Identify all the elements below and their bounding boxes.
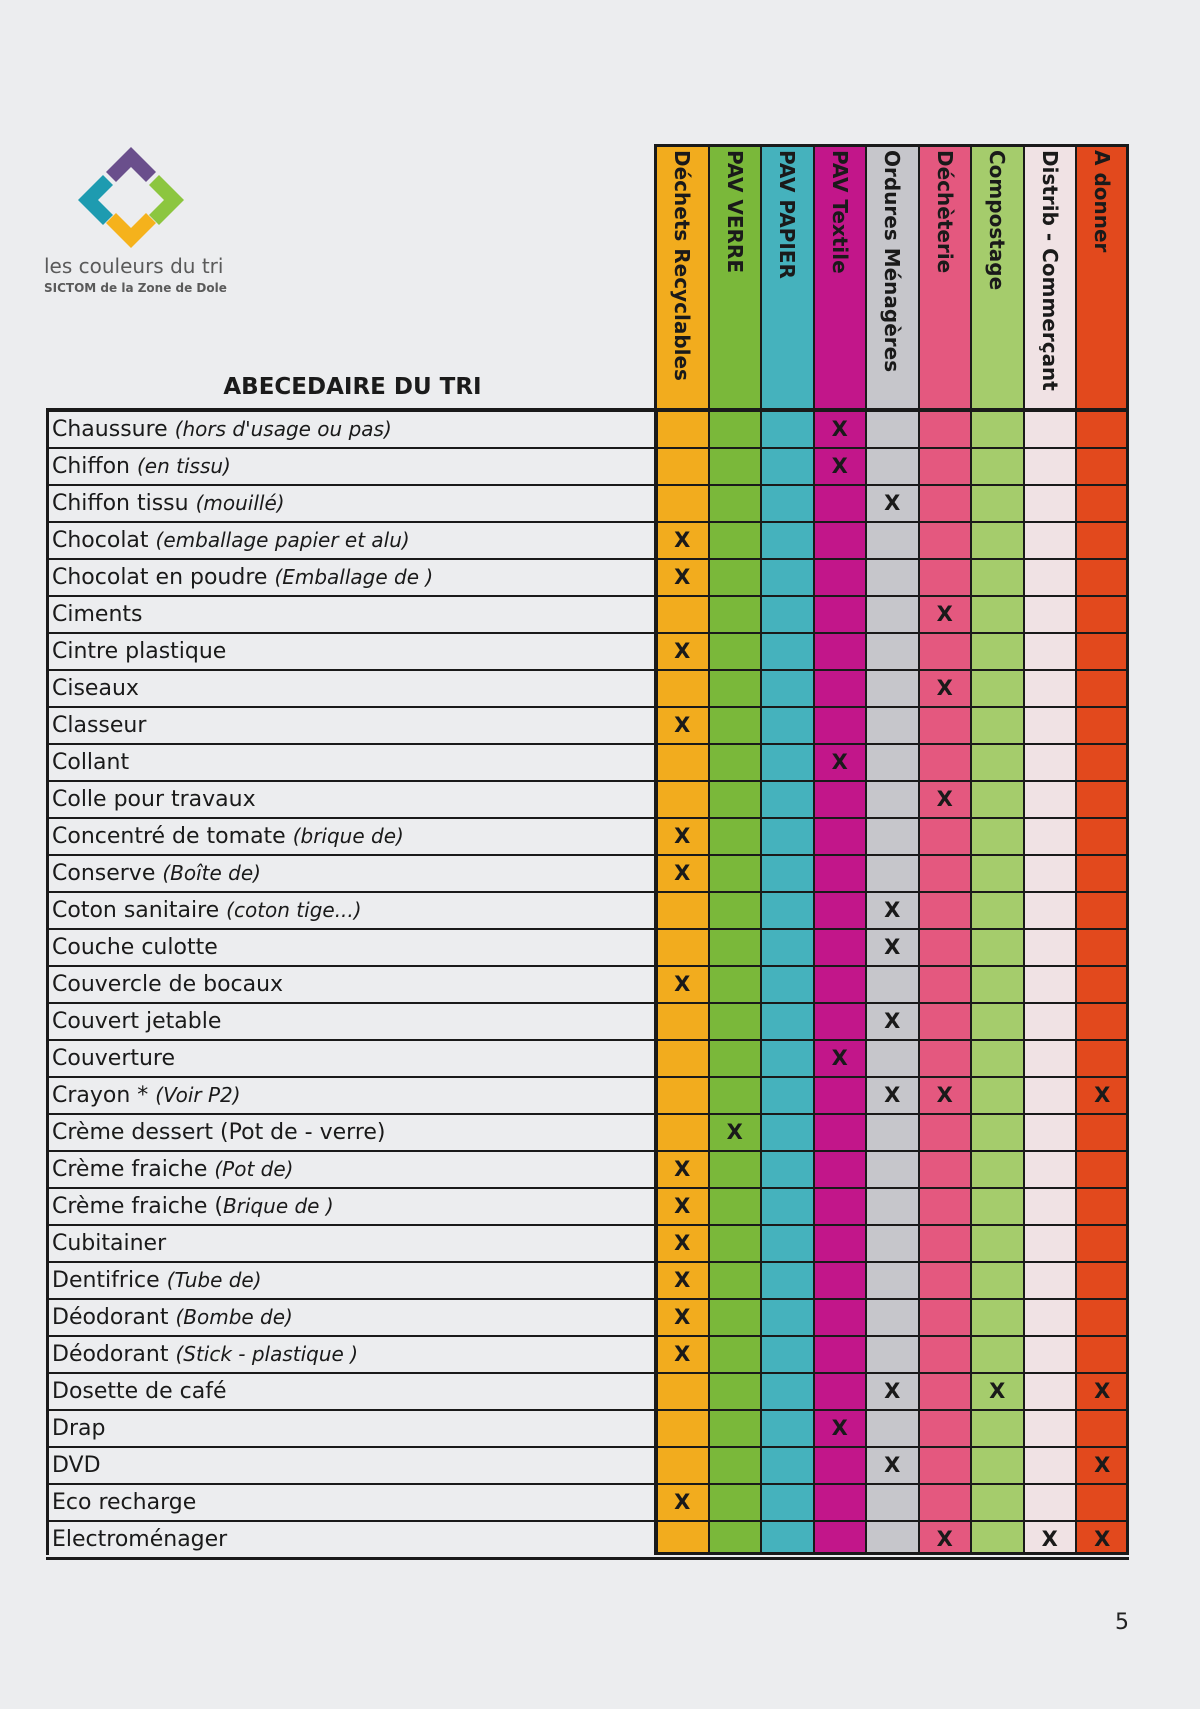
column-divider	[1023, 144, 1025, 1555]
table-row	[52, 1225, 166, 1262]
mark-x: X	[1094, 1083, 1111, 1107]
row-label: Concentré de tomate	[52, 824, 293, 849]
table-row	[52, 966, 283, 1003]
row-label: Drap	[52, 1416, 106, 1441]
row-label: Colle pour travaux	[52, 787, 256, 812]
page-number: 5	[1115, 1610, 1129, 1635]
table-row	[52, 1262, 262, 1299]
mark-x: X	[884, 1453, 901, 1477]
table-row	[52, 892, 362, 929]
row-divider	[46, 1224, 1129, 1226]
table-row	[52, 1484, 196, 1521]
table-row	[52, 1077, 241, 1114]
row-label: Couche culotte	[52, 935, 218, 960]
row-label: Classeur	[52, 713, 147, 738]
table-row	[52, 1151, 293, 1188]
mark-x: X	[831, 1416, 848, 1440]
row-note: (Tube de)	[166, 1268, 262, 1292]
mark-x: X	[674, 824, 691, 848]
mark-x: X	[884, 1083, 901, 1107]
column-header	[919, 150, 972, 402]
column-header	[814, 150, 867, 402]
row-label: Déodorant	[52, 1305, 176, 1330]
column-header	[866, 150, 919, 402]
table-row	[52, 1188, 334, 1225]
mark-x: X	[674, 861, 691, 885]
row-label: Couvercle de bocaux	[52, 972, 284, 997]
mark-x: X	[1094, 1527, 1111, 1551]
mark-x: X	[674, 972, 691, 996]
mark-x: X	[936, 787, 953, 811]
mark-x: X	[884, 1009, 901, 1033]
table-row	[52, 1447, 101, 1484]
table-left-border	[46, 408, 49, 1555]
row-label: Crème dessert (Pot de - verre)	[52, 1120, 386, 1145]
row-note: (Voir P2)	[155, 1083, 241, 1107]
row-label: Coton sanitaire	[52, 898, 227, 923]
mark-x: X	[674, 1194, 691, 1218]
row-label: Couvert jetable	[52, 1009, 222, 1034]
column-header-label: Ordures Ménagères	[880, 150, 905, 373]
mark-x: X	[831, 454, 848, 478]
row-label: Collant	[52, 750, 130, 775]
column-divider	[1075, 144, 1077, 1555]
table-row	[52, 818, 404, 855]
mark-x: X	[674, 1490, 691, 1514]
table-row	[52, 522, 410, 559]
mark-x: X	[884, 935, 901, 959]
mark-x: X	[1094, 1453, 1111, 1477]
row-label: Conserve	[52, 861, 163, 886]
row-label: Chiffon	[52, 454, 137, 479]
column-divider	[918, 144, 920, 1555]
row-note: (Bombe de)	[175, 1305, 293, 1329]
row-label: Chiffon tissu	[52, 491, 196, 516]
mark-x: X	[989, 1379, 1006, 1403]
mark-x: X	[884, 1379, 901, 1403]
table-row	[52, 1410, 105, 1447]
column-divider	[970, 144, 972, 1555]
mark-x: X	[674, 1231, 691, 1255]
mark-x: X	[674, 565, 691, 589]
row-note: (mouillé)	[195, 491, 285, 515]
table-row	[52, 855, 261, 892]
row-label: Ciseaux	[52, 676, 139, 701]
table-row	[52, 633, 226, 670]
row-label: Dosette de café	[52, 1379, 227, 1404]
mark-x: X	[936, 676, 953, 700]
mark-x: X	[674, 713, 691, 737]
column-header-label: Déchets Recyclables	[670, 150, 695, 381]
mark-x: X	[674, 1342, 691, 1366]
mark-x: X	[936, 1527, 953, 1551]
table-row	[52, 929, 218, 966]
mark-x: X	[674, 1305, 691, 1329]
mark-x: X	[936, 602, 953, 626]
column-header-label: PAV PAPIER	[775, 150, 800, 279]
mark-x: X	[831, 1046, 848, 1070]
mark-x: X	[674, 528, 691, 552]
row-note: Brique de )	[222, 1194, 334, 1218]
logo-tagline: les couleurs du tri	[44, 254, 224, 278]
mark-x: X	[674, 1157, 691, 1181]
row-label: Cintre plastique	[52, 639, 227, 664]
row-note: (coton tige...)	[226, 898, 362, 922]
table-row	[52, 1373, 227, 1410]
row-label: Chaussure	[52, 417, 175, 442]
row-divider	[46, 1446, 1129, 1448]
row-label: Cubitainer	[52, 1231, 167, 1256]
column-header-label: Compostage	[985, 150, 1010, 291]
column-header	[1024, 150, 1077, 402]
mark-x: X	[1041, 1527, 1058, 1551]
column-header-label: Déchèterie	[932, 150, 957, 274]
row-divider	[46, 1483, 1129, 1485]
column-header	[1076, 150, 1129, 402]
sictom-logo-icon	[76, 145, 186, 250]
page-title: ABECEDAIRE DU TRI	[223, 374, 482, 400]
row-label: DVD	[52, 1453, 101, 1478]
row-label: Electroménager	[52, 1527, 228, 1552]
row-note: (emballage papier et alu)	[155, 528, 410, 552]
row-label: Ciments	[52, 602, 143, 627]
column-header-label: A donner	[1090, 150, 1115, 253]
mark-x: X	[674, 1268, 691, 1292]
column-header-label: PAV VERRE	[722, 150, 747, 273]
row-label: Eco recharge	[52, 1490, 197, 1515]
row-note: (Stick - plastique )	[175, 1342, 359, 1366]
mark-x: X	[1094, 1379, 1111, 1403]
mark-x: X	[884, 491, 901, 515]
table-row	[52, 1299, 293, 1336]
column-divider	[865, 144, 867, 1555]
row-divider	[46, 1409, 1129, 1411]
row-divider	[46, 1039, 1129, 1041]
mark-x: X	[726, 1120, 743, 1144]
table-row	[52, 485, 285, 522]
column-header-label: PAV Textile	[827, 150, 852, 274]
row-divider	[46, 743, 1129, 745]
column-header-label: Distrib - Commerçant	[1037, 150, 1062, 391]
mark-x: X	[936, 1083, 953, 1107]
row-label: Chocolat	[52, 528, 156, 553]
row-label: Crème fraiche (	[52, 1194, 223, 1219]
column-header	[656, 150, 709, 402]
column-divider	[760, 144, 762, 1555]
row-note: (hors d'usage ou pas)	[174, 417, 392, 441]
table-row	[52, 596, 142, 633]
row-divider	[46, 1557, 1129, 1560]
table-row	[52, 1521, 227, 1558]
column-header	[761, 150, 814, 402]
table-row	[52, 1336, 358, 1373]
table-row	[52, 744, 129, 781]
row-note: (Boîte de)	[162, 861, 261, 885]
column-divider	[813, 144, 815, 1555]
table-row	[52, 1114, 386, 1151]
row-label: Dentifrice	[52, 1268, 167, 1293]
column-header	[709, 150, 762, 402]
mark-x: X	[674, 639, 691, 663]
row-note: (en tissu)	[136, 454, 231, 478]
mark-x: X	[831, 750, 848, 774]
column-header	[971, 150, 1024, 402]
row-label: Crème fraiche	[52, 1157, 215, 1182]
row-label: Couverture	[52, 1046, 176, 1071]
row-note: (brique de)	[292, 824, 404, 848]
table-row	[52, 1040, 175, 1077]
row-label: Chocolat en poudre	[52, 565, 275, 590]
row-divider	[46, 706, 1129, 708]
table-row	[52, 1003, 221, 1040]
mark-x: X	[884, 898, 901, 922]
table-row	[52, 411, 392, 448]
table-row	[52, 670, 139, 707]
table-row	[52, 559, 433, 596]
logo-organization: SICTOM de la Zone de Dole	[44, 281, 227, 295]
mark-x: X	[831, 417, 848, 441]
row-note: (Emballage de )	[274, 565, 434, 589]
table-row	[52, 448, 231, 485]
row-label: Déodorant	[52, 1342, 176, 1367]
table-row	[52, 781, 256, 818]
row-label: Crayon *	[52, 1083, 156, 1108]
row-note: (Pot de)	[214, 1157, 294, 1181]
table-row	[52, 707, 146, 744]
